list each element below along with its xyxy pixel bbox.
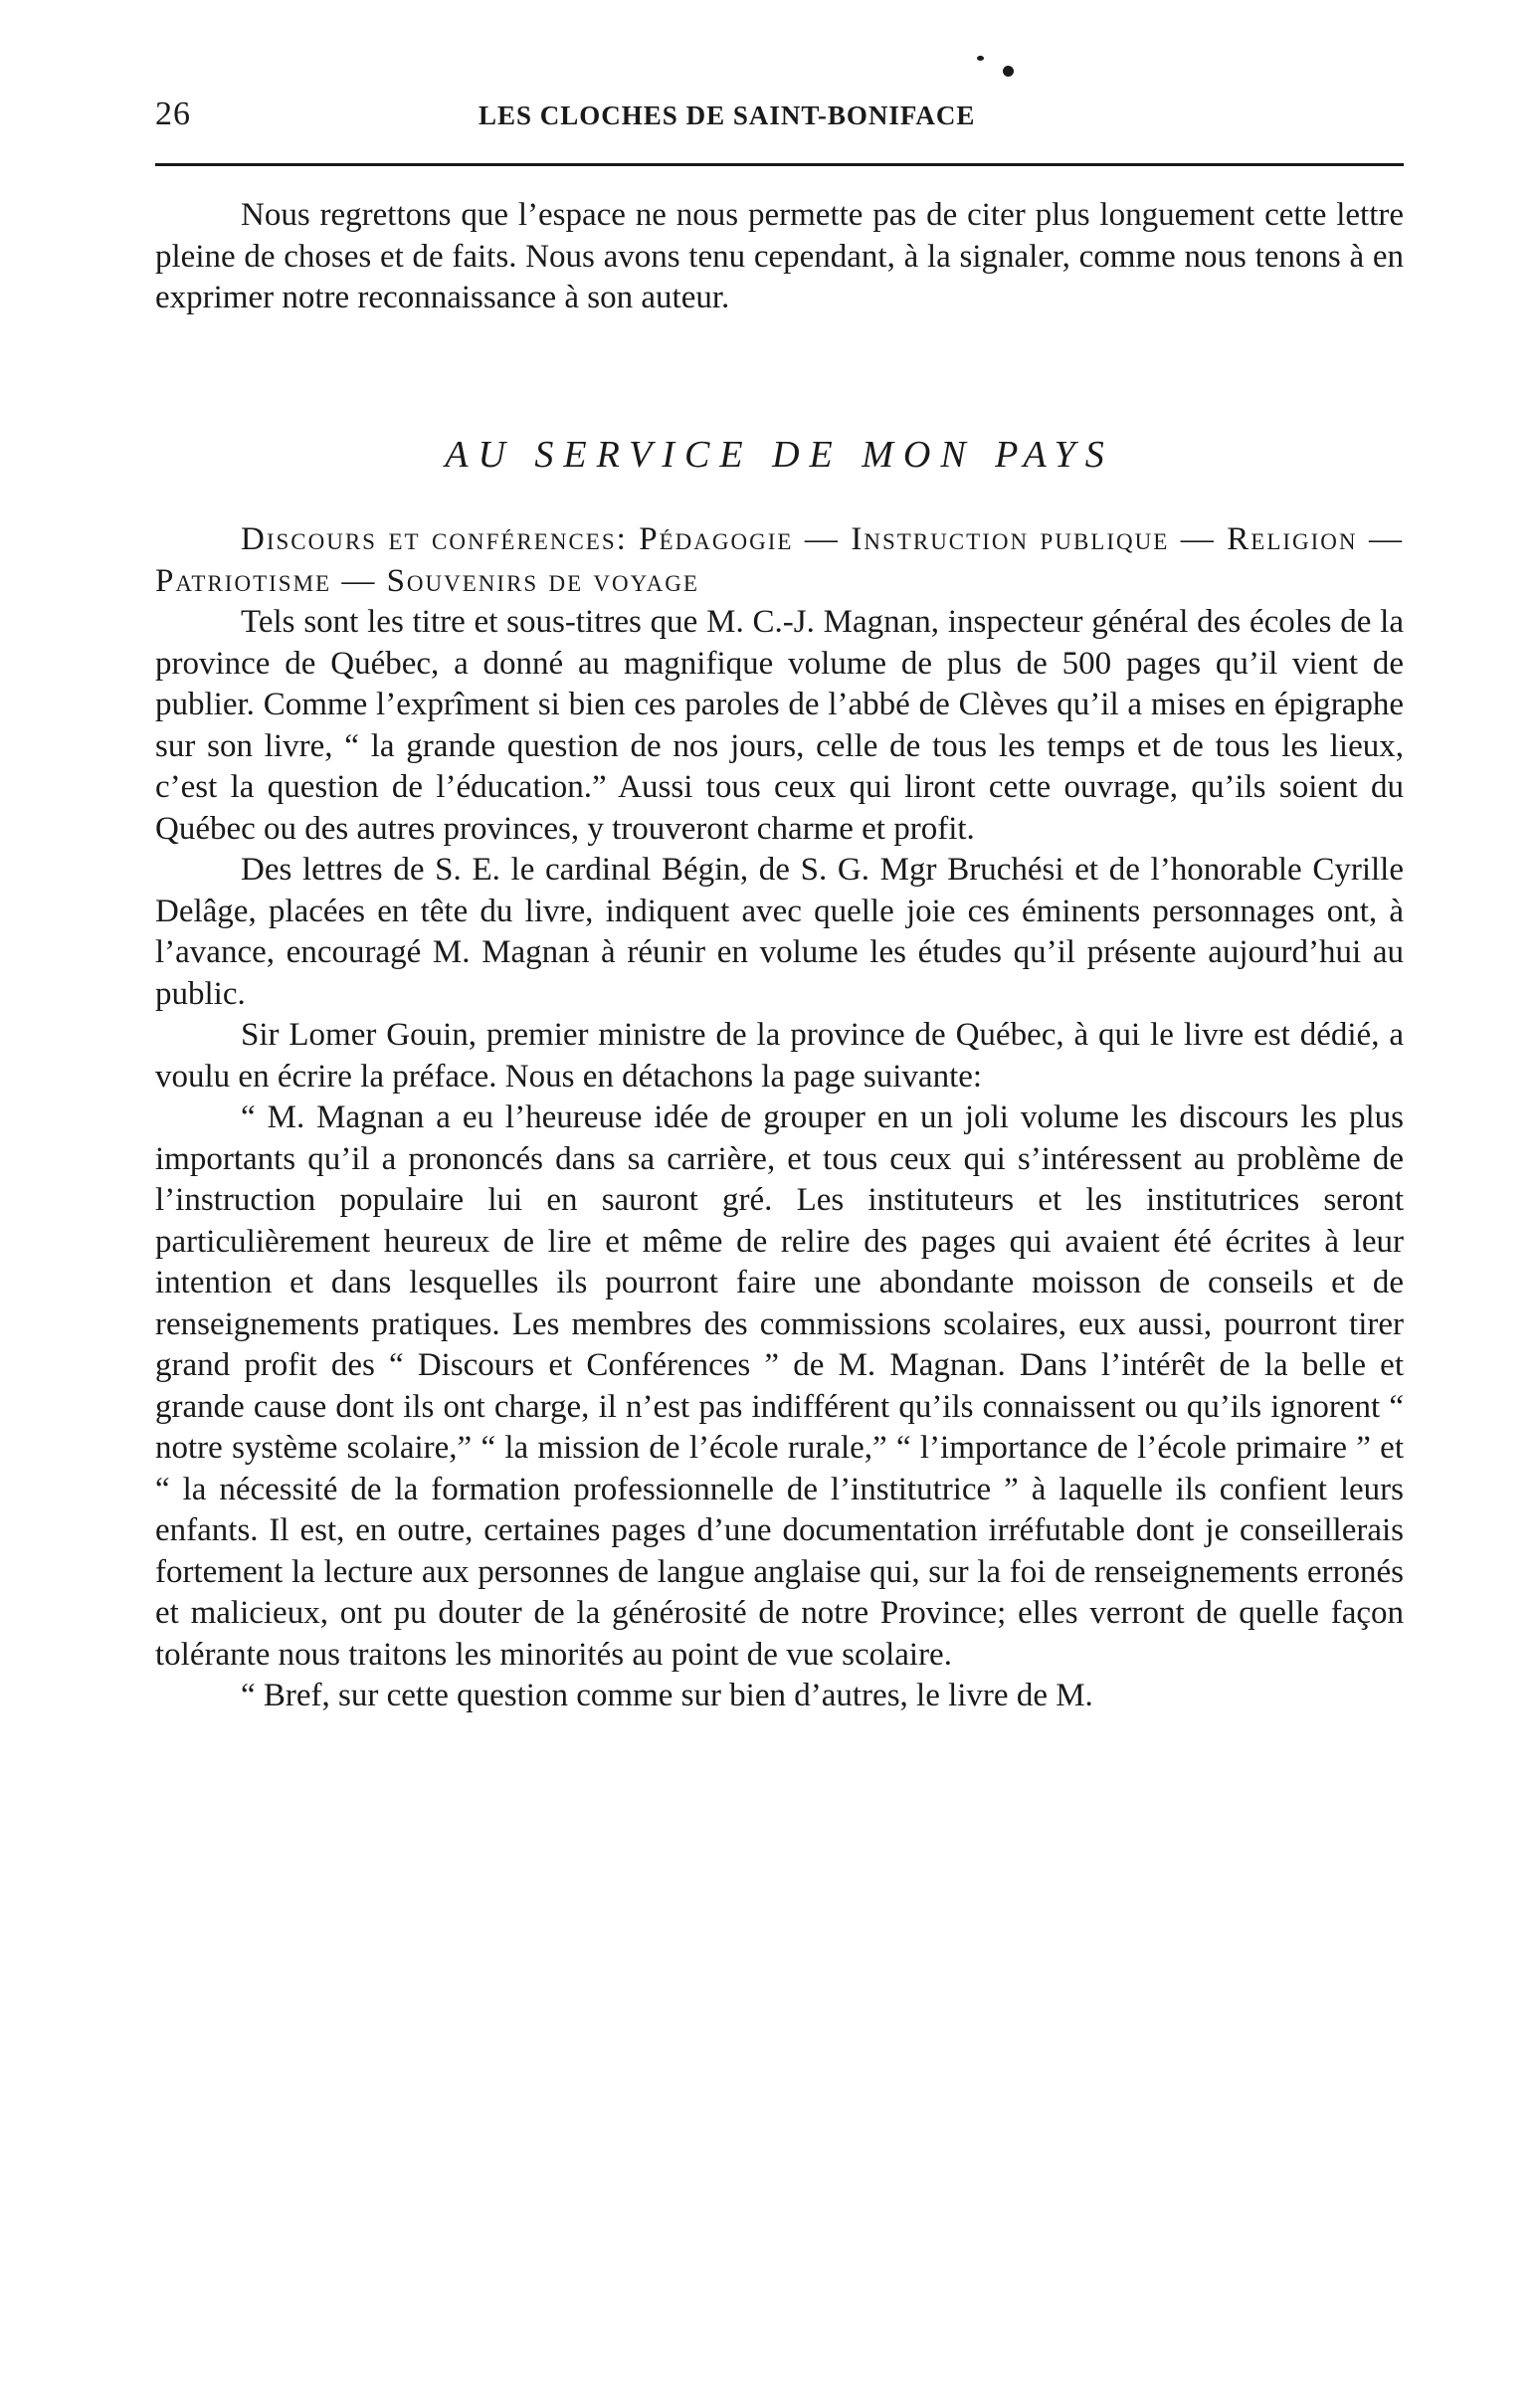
ink-speck: [977, 56, 984, 61]
page-number: 26: [155, 96, 191, 132]
quoted-paragraph: “ M. Magnan a eu l’heureuse idée de grouper en un joli volume les discours les plus importants qu’il a prononcés dans sa carrière, et tous ceux qui s’intéressent au problème de l’instruction populaire lui en sauront gré. Les instituteurs et les institutrices seront particulièrement heureux de lire et même de relire des pages qui avaient été écrites à leur intention et dans lesquelles ils pourront faire une abondante moisson de conseils et de renseignements pratiques. Les membres des commissions scolaires, eux aussi, pourront tirer grand profit des “ Discours et Conférences ” de M. Magnan. Dans l’intérêt de la belle et grande cause dont ils ont charge, il n’est pas indifférent qu’ils connaissent ou qu’ils ignorent “ notre système scolaire,” “ la mission de l’école rurale,” “ l’importance de l’école primaire ” et “ la nécessité de la formation professionnelle de l’institutrice ” à laquelle ils confient leurs enfants. Il est, en outre, certaines pages d’une documentation irréfutable dont je conseillerais fortement la lecture aux personnes de langue anglaise qui, sur la foi de renseignements erronés et malicieux, ont pu douter de la générosité de notre Province; elles verront de quelle façon tolérante nous traitons les minorités au point de vue scolaire.: [155, 1099, 1404, 1673]
quoted-paragraph: “ Bref, sur cette question comme sur bien d’autres, le livre de M.: [241, 1678, 1093, 1713]
intro-block: [155, 195, 1404, 319]
running-head: LES CLOCHES DE SAINT-BONIFACE: [479, 100, 976, 130]
page-header: [155, 92, 1404, 141]
paragraph: Des lettres de S. E. le cardinal Bégin, de S. G. Mgr Bruchési et de l’honorable Cyrille Delâge, placées en tête du livre, indiquent avec quelle joie ces éminents personnages ont, à l’avance, encouragé M. Magnan à réunir en volume les études qu’il présente aujourd’hui au public.: [155, 852, 1404, 1012]
header-rule: [155, 163, 1404, 166]
paragraph: Sir Lomer Gouin, premier ministre de la province de Québec, à qui le livre est dédié, a voulu en écrire la préface. Nous en détachons la page suivante:: [155, 1017, 1404, 1095]
body-text: [155, 519, 1404, 1717]
intro-paragraph: Nous regrettons que l’espace ne nous permette pas de citer plus longuement cette lettre pleine de choses et de faits. Nous avons tenu cependant, à la signaler, comme nous tenons à en exprimer notre reconnaissance à son auteur.: [155, 197, 1404, 315]
section-subtitle: Discours et conférences: Pédagogie — Instruction publique — Religion — Patriotisme — Souvenirs de voyage: [155, 521, 1404, 599]
section-title: AU SERVICE DE MON PAYS: [445, 434, 1114, 476]
paragraph: Tels sont les titre et sous-titres que M. C.-J. Magnan, inspecteur général des écoles de la province de Québec, a donné au magnifique volume de plus de 500 pages qu’il vient de publier. Comme l’exprîment si bien ces paroles de l’abbé de Clèves qu’il a mises en épigraphe sur son livre, “ la grande question de nos jours, celle de tous les temps et de tous les lieux, c’est la question de l’éducation.” Aussi tous ceux qui liront cette ouvrage, qu’ils soient du Québec ou des autres provinces, y trouveront charme et profit.: [155, 604, 1404, 847]
ink-speck: [1003, 66, 1014, 77]
